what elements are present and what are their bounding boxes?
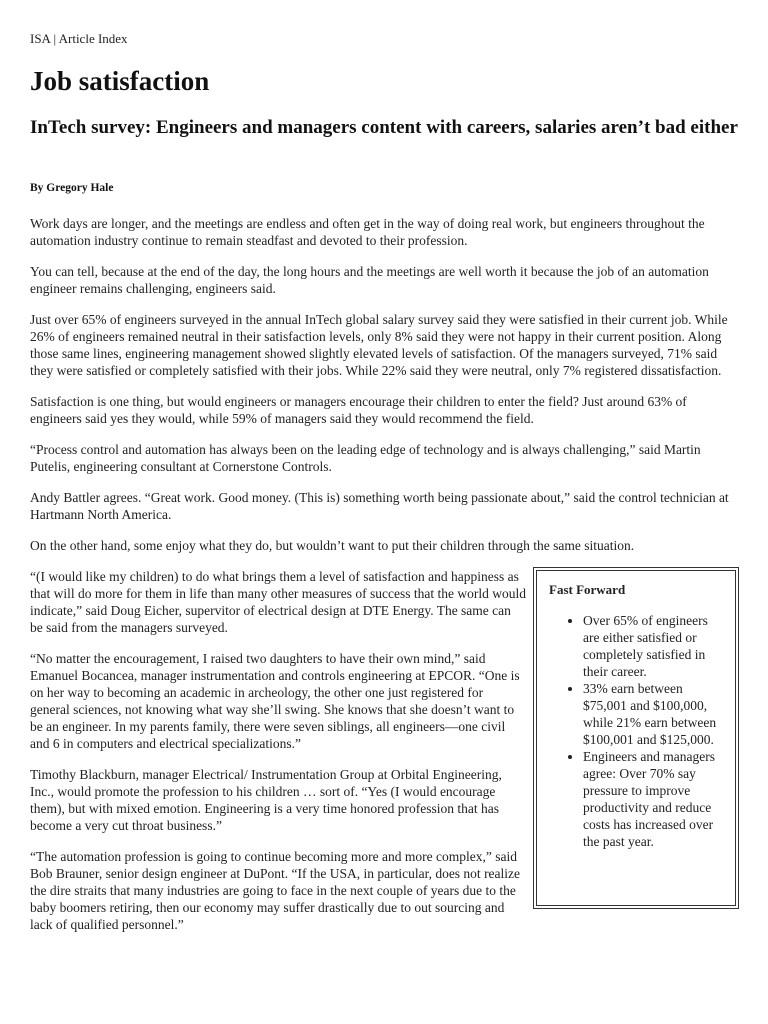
article-subtitle: InTech survey: Engineers and managers content with careers, salaries aren’t bad either	[30, 117, 738, 138]
paragraph: “No matter the encouragement, I raised two daughters to have their own mind,” said Emanuel Bocancea, manager instrumentation and controls engineering at EPCOR. “One is on her way to becoming an academic in archeology, the other one just registered for general sciences, not knowing what way she’ll swing. She knows that she doesn’t want to be an engineer. In my parents family, there were seven siblings, all engineers—one civil and 6 in computers and electrical specializations.”	[30, 651, 520, 751]
paragraph: “(I would like my children) to do what brings them a level of satisfaction and happiness as that will do more for them in life than many other measures of success that the world would indicate,” said Doug Eicher, supervitor of electrical design at DTE Energy. The same can be said from the managers surveyed.	[30, 569, 526, 635]
sidebar-title: Fast Forward	[549, 582, 626, 597]
sidebar-item: • 33% earn between $75,001 and $100,000, while 21% earn between $100,001 and $125,000.	[583, 680, 725, 748]
article-body	[30, 215, 740, 947]
paragraph: On the other hand, some enjoy what they do, but wouldn’t want to put their children through the same situation.	[30, 538, 635, 553]
sidebar-item: • Over 65% of engineers are either satisfied or completely satisfied in their career.	[583, 612, 725, 680]
breadcrumb: ISA | Article Index	[30, 31, 128, 46]
paragraph: Just over 65% of engineers surveyed in the annual InTech global salary survey said they were satisfied in their current job. While 26% of engineers remained neutral in their satisfaction levels, only 8% said they were not happy in their current position. Along those same lines, engineering management showed slightly elevated levels of satisfaction. Of the managers surveyed, 71% said they were satisfied or completely satisfied with their jobs. While 22% said they were neutral, only 7% registered dissatisfaction.	[30, 312, 728, 378]
fast-forward-sidebar	[536, 570, 736, 906]
paragraph: Satisfaction is one thing, but would engineers or managers encourage their children to enter the field? Just around 63% of engineers said yes they would, while 59% of managers said they would recommend the field.	[30, 394, 687, 426]
paragraph: Andy Battler agrees. “Great work. Good money. (This is) something worth being passionate about,” said the control technician at Hartmann North America.	[30, 490, 729, 522]
page-title: Job satisfaction	[30, 66, 210, 96]
paragraph: You can tell, because at the end of the day, the long hours and the meetings are well worth it because the job of an automation engineer remains challenging, engineers said.	[30, 264, 709, 296]
sidebar-item: • Engineers and managers agree: Over 70% say pressure to improve productivity and reduce costs has increased over the past year.	[583, 748, 725, 850]
paragraph: Timothy Blackburn, manager Electrical/ Instrumentation Group at Orbital Engineering, Inc., would promote the profession to his children … sort of. “Yes (I would encourage them), but with mixed emotion. Engineering is a very time honored profession that has become a very cut throat business.”	[30, 767, 502, 833]
byline: By Gregory Hale	[30, 182, 114, 194]
paragraph: “Process control and automation has always been on the leading edge of technology and is always challenging,” said Martin Putelis, engineering consultant at Cornerstone Controls.	[30, 442, 701, 474]
paragraph: “The automation profession is going to continue becoming more and more complex,” said Bob Brauner, senior design engineer at DuPont. “If the USA, in particular, does not realize the dire straits that many industries are going to face in the next couple of years due to the baby boomers retiring, then our economy may suffer drastically due to out sourcing and lack of qualified personnel.”	[30, 849, 521, 932]
sidebar-list	[549, 612, 725, 850]
paragraph: Work days are longer, and the meetings are endless and often get in the way of doing real work, but engineers throughout the automation industry continue to remain steadfast and devoted to their profession.	[30, 216, 705, 248]
